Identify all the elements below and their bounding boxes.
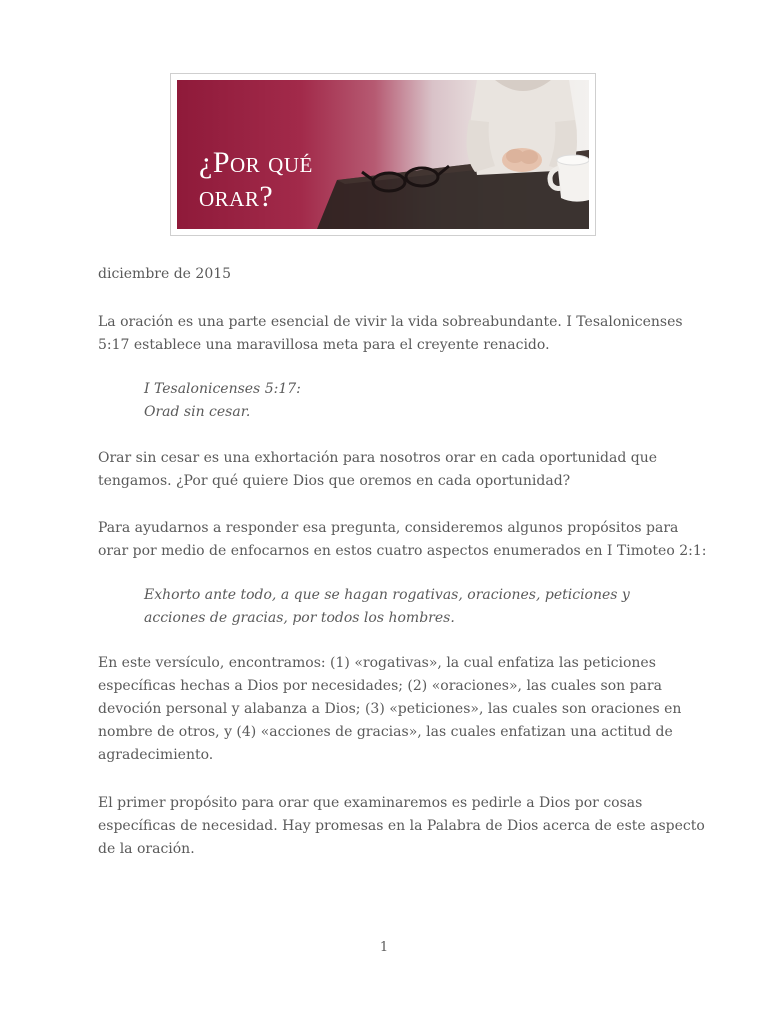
scripture-quote-1: I Tesalonicenses 5:17: Orad sin cesar. bbox=[144, 381, 301, 420]
paragraph-four-aspects: En este versículo, encontramos: (1) «rogativas», la cual enfatiza las peticiones específicas hechas a Dios por necesidades; (2) «oraciones», las cuales son para devoción personal y alabanza a Dios; (3) «peticiones», las cuales son oraciones en nombre de otros, y (4) «acciones de gracias», las cuales enfatizan una actitud de agradecimiento. bbox=[98, 655, 682, 763]
scripture-quote-2: Exhorto ante todo, a que se hagan rogativas, oraciones, peticiones y acciones de gracias, por todos los hombres. bbox=[144, 587, 630, 626]
header-banner bbox=[177, 80, 589, 229]
page-number: 1 bbox=[379, 940, 389, 955]
banner-title: ¿Por qué orar? bbox=[199, 146, 313, 213]
header-banner-frame bbox=[170, 73, 596, 236]
paragraph-purposes: Para ayudarnos a responder esa pregunta, consideremos algunos propósitos para orar por medio de enfocarnos en estos cuatro aspectos enumerados en I Timoteo 2:1: bbox=[98, 520, 707, 559]
paragraph-intro: La oración es una parte esencial de vivir la vida sobreabundante. I Tesalonicenses 5:17 establece una maravillosa meta para el creyente renacido. bbox=[98, 314, 683, 353]
paragraph-first-purpose: El primer propósito para orar que examinaremos es pedirle a Dios por cosas específicas de necesidad. Hay promesas en la Palabra de Dios acerca de este aspecto de la oración. bbox=[98, 795, 705, 857]
paragraph-pray-without-ceasing: Orar sin cesar es una exhortación para nosotros orar en cada oportunidad que tengamos. ¿Por qué quiere Dios que oremos en cada oportunidad? bbox=[98, 450, 658, 489]
document-date: diciembre de 2015 bbox=[98, 266, 232, 282]
